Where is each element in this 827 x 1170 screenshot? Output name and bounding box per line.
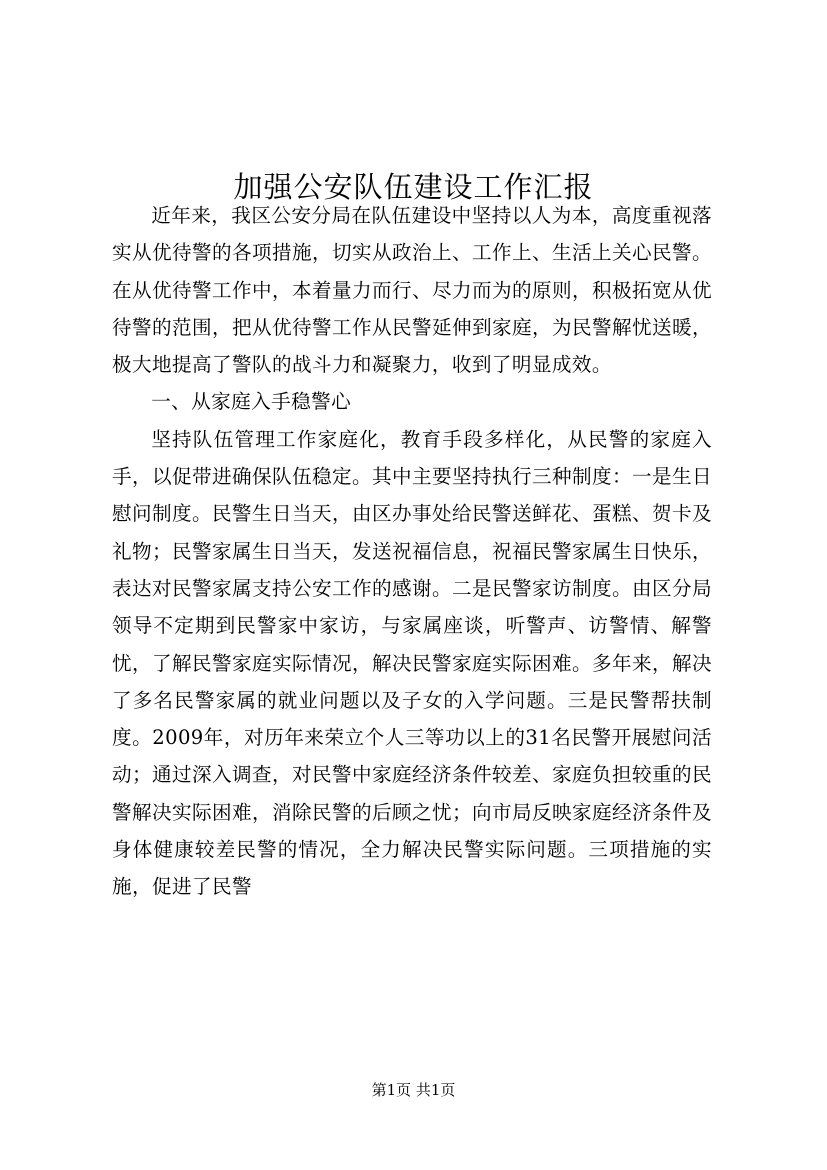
page-footer: 第1页 共1页 — [371, 1081, 456, 1099]
document-title: 加强公安队伍建设工作汇报 — [233, 170, 594, 205]
paragraph-intro: 近年来，我区公安分局在队伍建设中坚持以人为本，高度重视落实从优待警的各项措施，切实从政治上、工作上、生活上关心民警。在从优待警工作中，本着量力而行、尽力而为的原则，积极拓宽从优待警的范围，把从优待警工作从民警延伸到家庭，为民警解忧送暖，极大地提高了警队的战斗力和凝聚力，收到了明显成效。 — [112, 204, 712, 377]
paragraph-section-1: 坚持队伍管理工作家庭化，教育手段多样化，从民警的家庭入手，以促带进确保队伍稳定。其中主要坚持执行三种制度：一是生日慰问制度。民警生日当天，由区办事处给民警送鲜花、蛋糕、贺卡及礼物；民警家属生日当天，发送祝福信息，祝福民警家属生日快乐，表达对民警家属支持公安工作的感谢。二是民警家访制度。由区分局领导不定期到民警家中家访，与家属座谈，听警声、访警情、解警忧，了解民警家庭实际情况，解决民警家庭实际困难。多年来，解决了多名民警家属的就业问题以及子女的入学问题。三是民警帮扶制度。2009年，对历年来荣立个人三等功以上的31名民警开展慰问活动；通过深入调查，对民警中家庭经济条件较差、家庭负担较重的民警解决实际困难，消除民警的后顾之忧；向市局反映家庭经济条件及身体健康较差民警的情况，全力解决民警实际问题。三项措施的实施，促进了民警 — [112, 427, 712, 899]
document-body — [112, 197, 712, 906]
section-heading: 一、从家庭入手稳警心 — [151, 390, 352, 414]
